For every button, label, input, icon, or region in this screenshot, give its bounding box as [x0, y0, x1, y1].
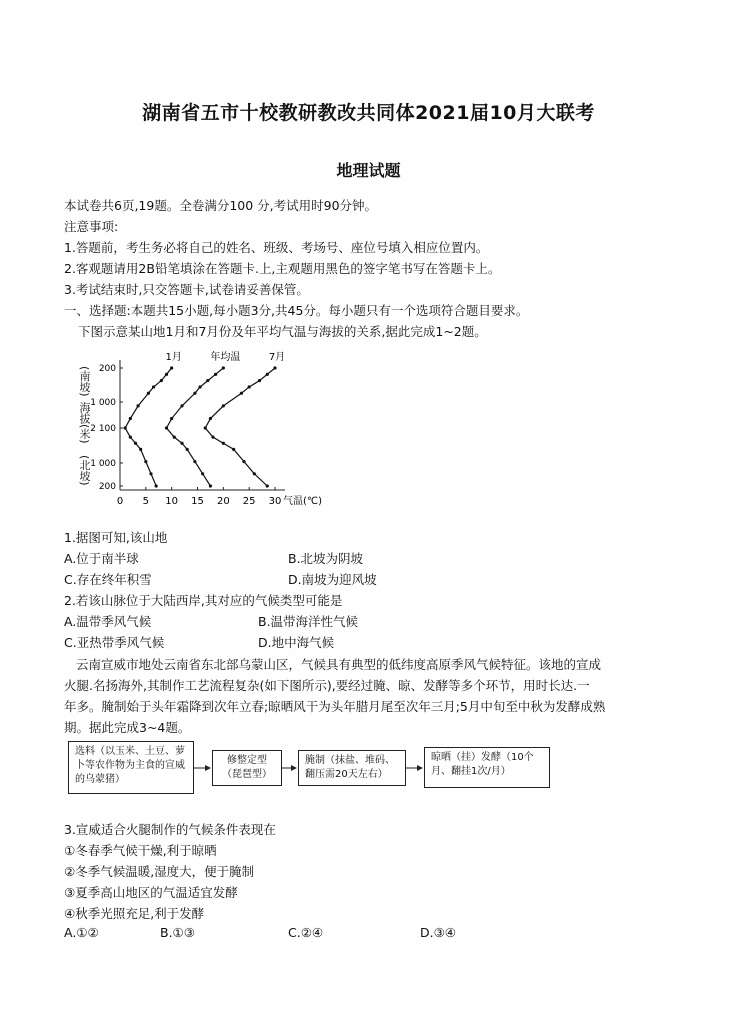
flow-step-cure: 腌制（抹盐、堆码、翻压需20天左右） — [298, 750, 406, 786]
series-label: 7月 — [268, 352, 286, 363]
y-label-altitude: 海拔(米) — [78, 402, 91, 444]
q1-stem: 1.据图可知,该山地 — [64, 530, 168, 545]
exam-subtitle: 地理试题 — [336, 161, 401, 180]
q3-option-b[interactable]: B.①③ — [160, 925, 195, 940]
y-tick-label: 2 100 — [90, 424, 116, 434]
y-label-south: (南坡) — [78, 366, 91, 397]
q1-option-c[interactable]: C.存在终年积雪 — [64, 572, 152, 587]
passage-line: 年多。腌制始于头年霜降到次年立春;晾晒风干为头年腊月尾至次年三月;5月中旬至中秋为发酵成熟 — [64, 699, 606, 714]
q3-option-a[interactable]: A.①② — [64, 925, 99, 940]
y-tick-label: 200 — [98, 364, 116, 374]
q1-option-a[interactable]: A.位于南半球 — [64, 551, 139, 566]
x-tick-label: 0 — [116, 496, 124, 507]
x-tick-label: 25 — [242, 496, 256, 507]
flow-step-shape: 修整定型（琵琶型） — [212, 750, 282, 786]
intro-line: 1.答题前，考生务必将自己的姓名、班级、考场号、座位号填入相应位置内。 — [64, 240, 489, 255]
intro-line: 3.考试结束时,只交答题卡,试卷请妥善保管。 — [64, 282, 309, 297]
section-heading: 一、选择题:本题共15小题,每小题3分,共45分。每小题只有一个选项符合题目要求。 — [64, 303, 529, 318]
y-label-north: (北坡) — [78, 455, 91, 486]
q3-stem: 3.宣威适合火腿制作的气候条件表现在 — [64, 822, 276, 837]
intro-line: 2.客观题请用2B铅笔填涂在答题卡.上,主观题用黑色的签字笔书写在答题卡上。 — [64, 261, 501, 276]
q1-option-b[interactable]: B.北坡为阴坡 — [288, 551, 364, 566]
q2-option-c[interactable]: C.亚热带季风气候 — [64, 635, 165, 650]
y-tick-label: 1 000 — [90, 398, 116, 408]
intro-line: 本试卷共6页,19题。全卷满分100 分,考试用时90分钟。 — [64, 198, 378, 213]
q3-statement-2: ②冬季气候温暖,湿度大，便于腌制 — [64, 864, 255, 879]
intro-line: 注意事项: — [64, 219, 119, 234]
passage-line: 火腿.名扬海外,其制作工艺流程复杂(如下图所示),要经过腌、晾、发酵等多个环节，用时长达.一 — [64, 678, 590, 693]
y-tick-label: 1 000 — [90, 459, 116, 469]
q3-option-c[interactable]: C.②④ — [288, 925, 324, 940]
passage-line: 云南宣威市地处云南省东北部乌蒙山区，气候具有典型的低纬度高原季风气候特征。该地的宣成 — [76, 657, 602, 672]
x-tick-label: 15 — [191, 496, 204, 507]
x-tick-label: 30 — [268, 496, 282, 507]
y-tick-label: 200 — [98, 482, 116, 492]
q3-statement-1: ①冬春季气候干燥,利于晾晒 — [64, 843, 217, 858]
intro-line: 下图示意某山地1月和7月份及年平均气温与海拔的关系,据此完成1~2题。 — [78, 324, 487, 339]
x-tick-label: 10 — [165, 496, 179, 507]
q2-stem: 2.若该山脉位于大陆西岸,其对应的气候类型可能是 — [64, 593, 343, 608]
q2-option-b[interactable]: B.温带海洋性气候 — [258, 614, 359, 629]
flow-step-ferment: 晾晒（挂）发酵（10个月、翻挂1次/月） — [424, 747, 550, 788]
flow-step-select: 选料（以玉米、土豆、萝卜等农作物为主食的宣威的乌蒙猪） — [68, 741, 194, 794]
q3-option-d[interactable]: D.③④ — [420, 925, 457, 940]
x-axis-label: 气温(℃) — [283, 496, 323, 507]
series-label: 1月 — [165, 352, 182, 363]
q3-statement-4: ④秋季光照充足,利于发酵 — [64, 906, 205, 921]
q3-statement-3: ③夏季高山地区的气温适宜发酵 — [64, 885, 238, 900]
q2-option-d[interactable]: D.地中海气候 — [258, 635, 335, 650]
exam-title: 湖南省五市十校教研教改共同体2021届10月大联考 — [142, 102, 595, 124]
series-label: 年均温 — [210, 352, 241, 363]
x-tick-label: 20 — [216, 496, 230, 507]
q2-option-a[interactable]: A.温带季风气候 — [64, 614, 152, 629]
passage-line: 期。据此完成3~4题。 — [64, 720, 191, 735]
x-tick-label: 5 — [142, 496, 150, 507]
q1-option-d[interactable]: D.南坡为迎风坡 — [288, 572, 377, 587]
